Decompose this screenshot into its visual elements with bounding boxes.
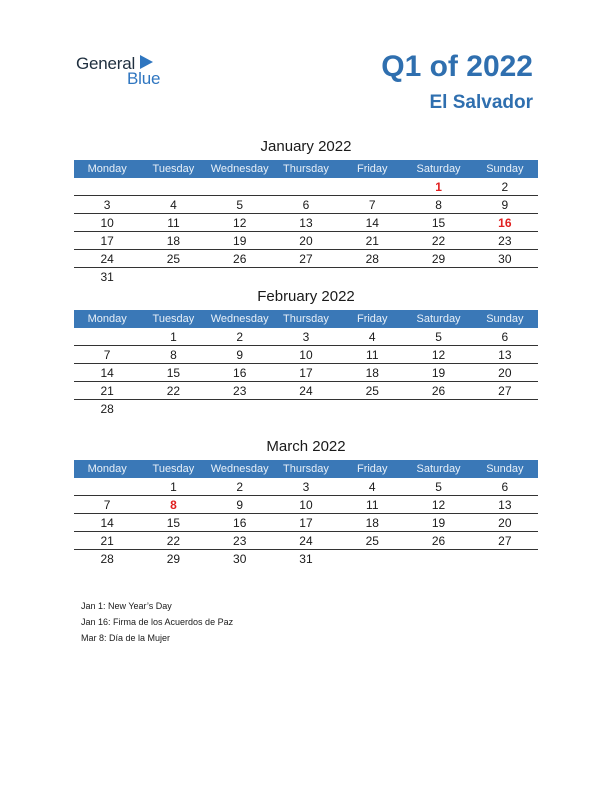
day-cell: 29 — [405, 250, 471, 268]
logo-general-text: General — [76, 54, 136, 73]
day-cell: 9 — [207, 496, 273, 514]
day-cell — [207, 178, 273, 196]
week-row — [74, 382, 538, 400]
day-cell: 10 — [273, 496, 339, 514]
day-cell: 19 — [405, 514, 471, 532]
day-cell: 5 — [207, 196, 273, 214]
week-row — [74, 346, 538, 364]
day-cell: 8 — [140, 346, 206, 364]
day-cell: 1 — [405, 178, 471, 196]
holiday-notes — [81, 598, 233, 646]
day-cell: 16 — [207, 514, 273, 532]
week-row — [74, 250, 538, 268]
day-cell — [273, 178, 339, 196]
weekday-header-row — [74, 460, 538, 478]
holiday-note: Mar 8: Día de la Mujer — [81, 633, 171, 643]
week-row — [74, 214, 538, 232]
week-row — [74, 496, 538, 514]
day-cell: 9 — [472, 196, 538, 214]
day-cell: 7 — [339, 196, 405, 214]
day-cell: 4 — [339, 478, 405, 496]
day-cell — [405, 268, 471, 286]
day-cell: 14 — [74, 364, 140, 382]
day-cell: 7 — [74, 346, 140, 364]
day-cell: 16 — [207, 364, 273, 382]
day-cell: 22 — [140, 532, 206, 550]
day-cell: 23 — [207, 532, 273, 550]
day-cell: 24 — [74, 250, 140, 268]
weekday-header: Monday — [74, 310, 140, 328]
day-cell: 22 — [405, 232, 471, 250]
day-cell: 24 — [273, 532, 339, 550]
day-cell — [339, 400, 405, 418]
day-cell: 18 — [339, 364, 405, 382]
day-cell: 30 — [233, 551, 247, 566]
weekday-header-row — [74, 310, 538, 328]
weekday-header-row — [74, 160, 538, 178]
day-cell — [207, 400, 273, 418]
day-cell: 21 — [74, 382, 140, 400]
day-cell: 6 — [472, 328, 538, 346]
week-row — [74, 268, 538, 286]
weekday-header: Tuesday — [140, 160, 206, 178]
day-cell: 27 — [472, 532, 538, 550]
weekday-header: Wednesday — [207, 310, 273, 328]
generalblue-logo — [76, 54, 176, 90]
day-cell: 30 — [472, 250, 538, 268]
weekday-header: Friday — [339, 460, 405, 478]
day-cell — [207, 268, 273, 286]
day-cell: 5 — [405, 328, 471, 346]
day-cell: 16 — [472, 214, 538, 232]
day-cell: 13 — [472, 496, 538, 514]
weekday-header: Sunday — [472, 160, 538, 178]
calendar-body — [74, 178, 538, 285]
weekday-header: Thursday — [273, 160, 339, 178]
day-cell — [472, 550, 538, 568]
holiday-note: Jan 1: New Year’s Day — [81, 601, 172, 611]
day-cell: 13 — [472, 346, 538, 364]
day-cell: 26 — [405, 382, 471, 400]
day-cell: 10 — [74, 214, 140, 232]
logo-flag-icon — [140, 55, 153, 69]
day-cell: 3 — [273, 478, 339, 496]
day-cell: 5 — [405, 478, 471, 496]
day-cell — [273, 400, 339, 418]
day-cell: 27 — [273, 250, 339, 268]
day-cell: 20 — [273, 232, 339, 250]
day-cell: 25 — [140, 250, 206, 268]
day-cell: 6 — [472, 478, 538, 496]
day-cell: 20 — [472, 514, 538, 532]
day-cell — [339, 178, 405, 196]
weekday-header: Saturday — [405, 310, 471, 328]
day-cell: 23 — [207, 382, 273, 400]
day-cell: 18 — [140, 232, 206, 250]
week-row — [74, 364, 538, 382]
weekday-header: Sunday — [472, 310, 538, 328]
day-cell: 24 — [273, 382, 339, 400]
day-cell: 14 — [339, 214, 405, 232]
week-row — [74, 400, 538, 418]
week-row — [74, 550, 538, 568]
day-cell — [140, 178, 206, 196]
day-cell: 23 — [472, 232, 538, 250]
page-title: Q1 of 2022 — [381, 50, 533, 83]
week-row — [74, 532, 538, 550]
day-cell — [405, 400, 471, 418]
day-cell: 13 — [273, 214, 339, 232]
day-cell — [74, 178, 140, 196]
day-cell: 22 — [140, 382, 206, 400]
weekday-header: Saturday — [405, 460, 471, 478]
day-cell: 31 — [100, 269, 114, 284]
day-cell: 31 — [299, 551, 313, 566]
day-cell: 26 — [207, 250, 273, 268]
day-cell — [339, 550, 405, 568]
month-title: January 2022 — [260, 138, 352, 155]
week-row — [74, 232, 538, 250]
logo-blue-text: Blue — [127, 69, 161, 88]
week-row — [74, 196, 538, 214]
day-cell: 12 — [207, 214, 273, 232]
month-february — [74, 288, 538, 417]
weekday-header: Monday — [74, 460, 140, 478]
week-row — [74, 514, 538, 532]
day-cell: 10 — [273, 346, 339, 364]
day-cell: 21 — [339, 232, 405, 250]
day-cell: 28 — [100, 551, 114, 566]
day-cell: 3 — [273, 328, 339, 346]
calendar-table — [74, 310, 538, 417]
day-cell: 29 — [166, 551, 181, 566]
day-cell: 28 — [100, 401, 114, 416]
day-cell — [472, 268, 538, 286]
day-cell: 21 — [74, 532, 140, 550]
calendar-table — [74, 460, 538, 567]
day-cell: 17 — [273, 514, 339, 532]
calendar-body — [74, 478, 538, 567]
month-title: March 2022 — [266, 438, 346, 455]
weekday-header: Thursday — [273, 310, 339, 328]
day-cell: 6 — [273, 196, 339, 214]
day-cell — [74, 478, 140, 496]
day-cell: 15 — [405, 214, 471, 232]
holiday-note: Jan 16: Firma de los Acuerdos de Paz — [81, 617, 234, 627]
day-cell: 2 — [207, 478, 273, 496]
weekday-header: Tuesday — [140, 460, 206, 478]
day-cell: 18 — [339, 514, 405, 532]
day-cell: 15 — [140, 514, 206, 532]
day-cell: 2 — [207, 328, 273, 346]
day-cell: 11 — [140, 214, 206, 232]
day-cell: 12 — [405, 346, 471, 364]
day-cell: 17 — [74, 232, 140, 250]
calendar-table — [74, 160, 538, 285]
day-cell: 8 — [405, 196, 471, 214]
weekday-header: Wednesday — [207, 460, 273, 478]
day-cell — [472, 400, 538, 418]
month-january — [74, 138, 538, 285]
day-cell: 28 — [339, 250, 405, 268]
week-row — [74, 328, 538, 346]
day-cell: 25 — [339, 382, 405, 400]
month-title: February 2022 — [257, 288, 355, 305]
month-march — [74, 438, 538, 567]
day-cell: 9 — [207, 346, 273, 364]
weekday-header: Saturday — [405, 160, 471, 178]
day-cell: 19 — [405, 364, 471, 382]
weekday-header: Tuesday — [140, 310, 206, 328]
day-cell: 11 — [339, 496, 405, 514]
day-cell: 1 — [140, 328, 206, 346]
day-cell: 17 — [273, 364, 339, 382]
day-cell: 8 — [140, 496, 206, 514]
day-cell — [339, 268, 405, 286]
day-cell: 11 — [339, 346, 405, 364]
day-cell — [140, 400, 206, 418]
weekday-header: Wednesday — [207, 160, 273, 178]
day-cell: 2 — [472, 178, 538, 196]
week-row — [74, 478, 538, 496]
weekday-header: Friday — [339, 160, 405, 178]
week-row — [74, 178, 538, 196]
day-cell — [74, 328, 140, 346]
day-cell — [140, 268, 206, 286]
day-cell: 20 — [472, 364, 538, 382]
day-cell: 26 — [405, 532, 471, 550]
weekday-header: Monday — [74, 160, 140, 178]
weekday-header: Sunday — [472, 460, 538, 478]
day-cell: 25 — [339, 532, 405, 550]
day-cell: 14 — [74, 514, 140, 532]
day-cell — [405, 550, 471, 568]
day-cell: 3 — [74, 196, 140, 214]
weekday-header: Friday — [339, 310, 405, 328]
day-cell — [273, 268, 339, 286]
day-cell: 27 — [472, 382, 538, 400]
weekday-header: Thursday — [273, 460, 339, 478]
day-cell: 15 — [140, 364, 206, 382]
day-cell: 7 — [74, 496, 140, 514]
day-cell: 4 — [339, 328, 405, 346]
day-cell: 19 — [207, 232, 273, 250]
day-cell: 4 — [140, 196, 206, 214]
day-cell: 12 — [405, 496, 471, 514]
calendar-body — [74, 328, 538, 417]
country-name: El Salvador — [429, 92, 533, 113]
day-cell: 1 — [140, 478, 206, 496]
